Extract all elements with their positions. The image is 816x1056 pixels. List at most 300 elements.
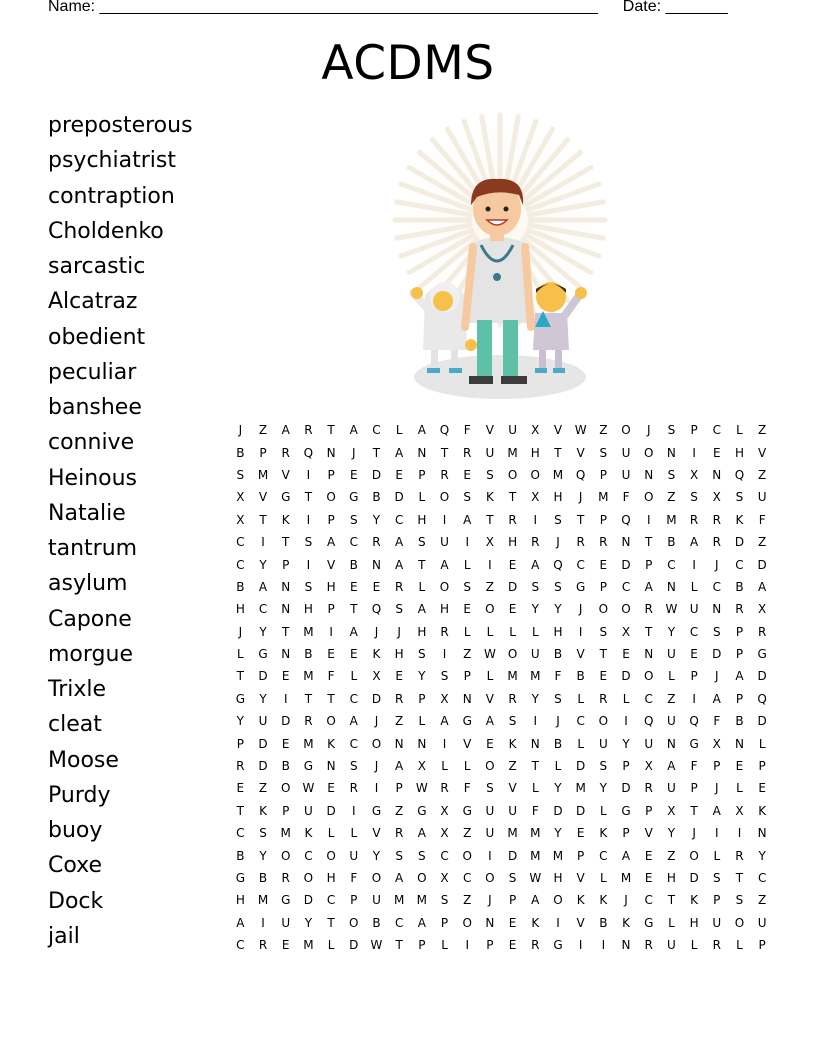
grid-letter: K <box>508 736 517 751</box>
grid-letter: S <box>735 490 744 505</box>
grid-letter: M <box>507 826 518 841</box>
grid-letter: C <box>712 579 721 594</box>
grid-letter: I <box>624 714 628 729</box>
grid-letter: V <box>576 445 585 460</box>
grid-letter: S <box>418 647 426 662</box>
grid-letter: N <box>712 467 722 482</box>
grid-letter: A <box>689 535 699 550</box>
grid-letter: T <box>486 512 494 527</box>
grid-letter: E <box>395 669 403 684</box>
grid-letter: P <box>622 759 630 774</box>
grid-letter: C <box>349 535 358 550</box>
grid-letter: E <box>622 647 630 662</box>
grid-letter: U <box>712 915 722 930</box>
grid-letter: B <box>236 848 245 863</box>
grid-letter: O <box>349 915 359 930</box>
grid-letter: J <box>624 893 628 908</box>
grid-letter: O <box>462 915 472 930</box>
grid-letter: Z <box>599 423 608 438</box>
grid-letter: C <box>757 871 767 885</box>
grid-letter: P <box>282 557 290 572</box>
grid-letter: Y <box>554 602 562 617</box>
grid-letter: X <box>712 736 721 751</box>
grid-letter: I <box>283 691 288 706</box>
grid-letter: O <box>462 848 472 863</box>
grid-letter: I <box>465 535 469 550</box>
grid-letter: O <box>371 736 382 751</box>
grid-letter: N <box>757 826 767 841</box>
grid-letter: L <box>668 915 675 930</box>
grid-letter: H <box>326 579 336 594</box>
grid-letter: T <box>282 624 290 639</box>
grid-letter: P <box>599 467 607 482</box>
grid-letter: I <box>306 467 311 482</box>
grid-letter: M <box>280 826 291 841</box>
grid-letter: Y <box>554 781 562 796</box>
grid-letter: I <box>352 803 356 818</box>
grid-letter: T <box>236 803 245 818</box>
grid-row <box>229 822 774 844</box>
grid-row <box>229 889 774 911</box>
grid-letter: V <box>258 490 268 505</box>
grid-letter: S <box>599 759 608 774</box>
grid-letter: T <box>304 490 313 505</box>
grid-letter: I <box>261 535 265 550</box>
grid-letter: D <box>734 535 745 550</box>
grid-letter: P <box>350 893 358 908</box>
grid-letter: C <box>621 579 631 594</box>
grid-letter: R <box>463 445 472 460</box>
grid-letter: B <box>349 557 358 572</box>
grid-letter: D <box>757 714 767 729</box>
grid-letter: B <box>372 490 381 505</box>
grid-letter: M <box>552 467 564 482</box>
grid-letter: E <box>508 938 517 953</box>
word-list-item: buoy <box>48 818 103 843</box>
grid-letter: I <box>488 848 492 863</box>
grid-letter: E <box>690 647 698 662</box>
grid-letter: P <box>418 938 426 953</box>
grid-letter: G <box>417 803 427 818</box>
grid-letter: K <box>622 915 630 930</box>
grid-letter: X <box>236 490 245 505</box>
grid-letter: T <box>327 423 335 438</box>
grid-letter: G <box>576 579 586 594</box>
grid-letter: T <box>599 647 608 662</box>
grid-letter: P <box>418 691 426 706</box>
grid-letter: G <box>371 803 382 818</box>
grid-letter: A <box>281 423 290 438</box>
grid-letter: M <box>530 669 541 684</box>
grid-letter: J <box>556 535 560 550</box>
grid-letter: X <box>485 535 495 550</box>
grid-letter: X <box>236 512 245 527</box>
grid-letter: I <box>488 557 492 572</box>
grid-letter: E <box>463 602 472 617</box>
grid-letter: E <box>758 781 766 796</box>
grid-letter: N <box>371 557 381 572</box>
grid-letter: T <box>395 938 403 953</box>
word-search-grid <box>229 419 774 956</box>
grid-letter: Y <box>531 602 539 617</box>
grid-letter: M <box>552 848 564 863</box>
grid-letter: Q <box>575 467 586 482</box>
grid-letter: Q <box>371 602 382 617</box>
word-list-item: Trixle <box>48 677 107 702</box>
header <box>48 0 728 16</box>
grid-letter: D <box>689 871 699 885</box>
grid-letter: R <box>394 579 404 594</box>
grid-letter: C <box>236 938 245 953</box>
grid-letter: N <box>394 736 404 751</box>
grid-letter: L <box>531 781 539 796</box>
grid-letter: S <box>690 490 698 505</box>
grid-letter: C <box>372 423 381 438</box>
grid-letter: E <box>463 467 472 482</box>
grid-letter: Z <box>395 803 404 818</box>
grid-letter: J <box>578 602 583 617</box>
grid-letter: T <box>735 871 744 885</box>
grid-letter: F <box>531 803 539 818</box>
word-list-item: psychiatrist <box>48 148 176 174</box>
grid-letter: C <box>599 848 608 863</box>
grid-row <box>229 755 774 777</box>
grid-letter: Q <box>303 445 314 460</box>
grid-letter: L <box>736 938 743 953</box>
grid-letter: U <box>667 938 676 953</box>
grid-letter: N <box>281 602 291 617</box>
grid-letter: V <box>576 871 585 885</box>
grid-letter: T <box>350 602 358 617</box>
word-list-item: Alcatraz <box>48 289 138 315</box>
grid-letter: U <box>757 915 767 930</box>
grid-letter: U <box>349 848 359 863</box>
grid-letter: B <box>372 915 381 930</box>
grid-letter: L <box>463 557 471 572</box>
grid-letter: D <box>349 938 359 953</box>
grid-letter: S <box>463 490 472 505</box>
grid-letter: R <box>735 602 744 617</box>
grid-letter: E <box>327 781 335 796</box>
grid-letter: R <box>440 624 449 639</box>
grid-letter: U <box>667 714 676 729</box>
grid-letter: B <box>599 915 608 930</box>
grid-letter: M <box>303 938 314 953</box>
grid-letter: D <box>553 803 563 818</box>
grid-letter: K <box>531 915 540 930</box>
grid-letter: R <box>508 512 517 527</box>
grid-letter: I <box>374 781 379 796</box>
grid-letter: Y <box>531 691 539 706</box>
grid-letter: L <box>713 848 721 863</box>
grid-letter: M <box>303 624 314 639</box>
grid-letter: R <box>531 535 540 550</box>
grid-letter: V <box>553 423 563 438</box>
grid-letter: J <box>578 490 583 505</box>
grid-letter: Z <box>463 826 472 841</box>
grid-letter: O <box>643 490 654 505</box>
grid-letter: O <box>326 848 336 863</box>
grid-letter: P <box>690 781 698 796</box>
grid-letter: U <box>372 893 381 908</box>
grid-letter: H <box>417 624 427 639</box>
grid-letter: U <box>598 736 608 751</box>
grid-letter: R <box>394 826 404 841</box>
grid-letter: R <box>304 714 313 729</box>
grid-letter: G <box>689 736 699 751</box>
word-list-item: Coxe <box>48 853 103 879</box>
grid-letter: P <box>282 803 290 818</box>
grid-letter: T <box>667 893 676 908</box>
grid-letter: G <box>235 691 245 706</box>
grid-letter: F <box>554 669 562 684</box>
grid-letter: V <box>576 915 585 930</box>
grid-letter: U <box>757 490 767 505</box>
grid-letter: C <box>349 691 358 706</box>
grid-letter: R <box>712 535 721 550</box>
grid-letter: D <box>507 579 518 594</box>
grid-letter: S <box>554 579 562 594</box>
grid-letter: R <box>735 848 744 863</box>
grid-letter: C <box>304 848 313 863</box>
grid-letter: C <box>349 736 358 751</box>
grid-letter: N <box>485 915 495 930</box>
grid-letter: D <box>621 669 631 684</box>
grid-letter: H <box>235 602 245 617</box>
grid-letter: X <box>440 871 449 885</box>
grid-letter: A <box>667 759 676 774</box>
grid-letter: I <box>533 714 538 729</box>
grid-letter: U <box>689 602 699 617</box>
grid-letter: T <box>304 691 313 706</box>
grid-letter: U <box>485 803 495 818</box>
grid-letter: E <box>735 759 744 774</box>
grid-letter: A <box>531 557 540 572</box>
grid-letter: L <box>237 647 244 662</box>
grid-letter: Y <box>372 512 381 527</box>
grid-letter: Z <box>758 535 767 550</box>
grid-letter: P <box>259 445 267 460</box>
grid-letter: I <box>442 736 447 751</box>
grid-letter: B <box>735 714 744 729</box>
grid-letter: Y <box>667 624 676 639</box>
grid-letter: J <box>715 781 719 796</box>
grid-letter: C <box>576 557 585 572</box>
grid-letter: L <box>441 938 448 953</box>
grid-letter: E <box>599 557 608 572</box>
grid-letter: Y <box>418 669 426 684</box>
grid-letter: M <box>620 871 632 885</box>
grid-letter: N <box>281 647 291 662</box>
grid-letter: Y <box>372 848 381 863</box>
grid-letter: Y <box>758 848 766 863</box>
grid-letter: O <box>439 490 450 505</box>
grid-letter: N <box>666 736 676 751</box>
grid-letter: Q <box>643 714 654 729</box>
grid-letter: A <box>417 602 426 617</box>
grid-letter: Z <box>758 893 767 908</box>
grid-letter: C <box>689 624 699 639</box>
grid-letter: D <box>371 467 382 482</box>
grid-letter: A <box>395 557 404 572</box>
grid-letter: K <box>599 893 608 908</box>
grid-letter: C <box>394 915 404 930</box>
grid-letter: A <box>417 826 426 841</box>
grid-letter: D <box>576 759 586 774</box>
grid-letter: E <box>508 915 517 930</box>
grid-letter: B <box>667 535 676 550</box>
grid-row <box>229 441 774 463</box>
grid-letter: T <box>440 445 449 460</box>
grid-letter: R <box>304 423 313 438</box>
grid-letter: F <box>350 871 358 885</box>
grid-letter: N <box>417 445 427 460</box>
grid-letter: J <box>374 714 379 729</box>
grid-letter: E <box>576 826 585 841</box>
grid-letter: A <box>463 512 472 527</box>
grid-letter: D <box>258 669 268 684</box>
grid-letter: L <box>736 423 743 438</box>
grid-letter: M <box>303 736 314 751</box>
grid-row <box>229 486 774 508</box>
grid-letter: Q <box>553 557 563 572</box>
grid-row <box>229 777 774 799</box>
grid-letter: T <box>259 512 267 527</box>
grid-letter: C <box>576 714 585 729</box>
grid-letter: A <box>395 445 404 460</box>
grid-letter: T <box>645 535 653 550</box>
grid-letter: E <box>281 669 290 684</box>
grid-letter: G <box>553 938 563 953</box>
grid-letter: K <box>735 512 744 527</box>
grid-letter: U <box>667 647 676 662</box>
grid-letter: D <box>712 647 722 662</box>
grid-letter: A <box>440 557 449 572</box>
grid-letter: L <box>418 714 426 729</box>
grid-letter: A <box>621 848 631 863</box>
grid-letter: P <box>713 893 721 908</box>
grid-letter: R <box>349 781 358 796</box>
grid-letter: J <box>715 669 719 684</box>
grid-letter: Y <box>259 848 267 863</box>
grid-letter: M <box>257 893 269 908</box>
grid-letter: D <box>258 759 268 774</box>
grid-letter: L <box>486 624 494 639</box>
grid-letter: I <box>692 445 696 460</box>
grid-letter: W <box>574 423 587 438</box>
grid-letter: L <box>668 669 675 684</box>
grid-letter: M <box>303 669 314 684</box>
grid-letter: C <box>394 512 404 527</box>
grid-letter: I <box>306 512 311 527</box>
grid-letter: B <box>304 647 313 662</box>
word-list-item: asylum <box>48 571 128 597</box>
grid-letter: I <box>692 691 696 706</box>
grid-letter: P <box>577 848 585 863</box>
grid-letter: T <box>282 535 290 550</box>
grid-letter: S <box>236 467 245 482</box>
grid-letter: M <box>666 512 677 527</box>
grid-letter: W <box>529 871 542 885</box>
grid-letter: X <box>440 691 449 706</box>
grid-letter: Z <box>258 423 268 438</box>
grid-letter: W <box>415 781 428 796</box>
grid-letter: S <box>508 871 517 885</box>
word-list <box>48 110 193 956</box>
grid-letter: A <box>395 759 404 774</box>
grid-row <box>229 553 774 575</box>
grid-letter: X <box>735 803 744 818</box>
grid-letter: P <box>327 602 335 617</box>
grid-letter: R <box>508 691 517 706</box>
grid-letter: U <box>508 803 517 818</box>
grid-letter: H <box>326 871 336 885</box>
grid-letter: A <box>417 423 426 438</box>
grid-letter: M <box>507 445 518 460</box>
grid-letter: N <box>530 736 540 751</box>
word-list-item: peculiar <box>48 359 137 385</box>
grid-letter: S <box>463 579 472 594</box>
word-list-item: sarcastic <box>48 254 146 279</box>
grid-letter: Z <box>758 423 767 438</box>
grid-letter: H <box>689 915 699 930</box>
grid-letter: A <box>326 535 336 550</box>
grid-letter: S <box>531 579 540 594</box>
grid-letter: H <box>553 871 563 885</box>
grid-letter: M <box>530 848 541 863</box>
grid-letter: Z <box>758 467 767 482</box>
grid-letter: L <box>736 781 743 796</box>
grid-letter: V <box>508 781 517 796</box>
grid-row <box>229 643 774 665</box>
grid-letter: U <box>530 647 540 662</box>
grid-letter: Z <box>667 848 676 863</box>
grid-letter: L <box>327 826 335 841</box>
grid-letter: O <box>371 871 382 885</box>
grid-letter: C <box>440 848 449 863</box>
grid-letter: L <box>622 691 630 706</box>
grid-letter: D <box>326 803 336 818</box>
grid-letter: R <box>689 512 699 527</box>
grid-letter: O <box>643 445 654 460</box>
grid-letter: A <box>735 669 744 684</box>
grid-letter: K <box>690 893 699 908</box>
grid-letter: I <box>465 938 469 953</box>
grid-letter: G <box>757 647 767 662</box>
grid-letter: D <box>621 781 631 796</box>
grid-letter: S <box>735 893 744 908</box>
grid-letter: B <box>735 579 744 594</box>
grid-letter: J <box>715 557 719 572</box>
grid-letter: P <box>236 736 244 751</box>
grid-letter: O <box>439 579 450 594</box>
word-list-item: Choldenko <box>48 218 164 244</box>
grid-letter: E <box>281 736 290 751</box>
grid-letter: Z <box>395 714 404 729</box>
grid-letter: M <box>257 467 269 482</box>
grid-letter: P <box>395 781 403 796</box>
grid-row <box>229 419 774 441</box>
grid-letter: X <box>689 467 699 482</box>
grid-letter: B <box>236 579 245 594</box>
grid-letter: U <box>644 736 654 751</box>
grid-letter: H <box>553 490 563 505</box>
grid-letter: P <box>508 893 517 908</box>
grid-letter: L <box>395 423 403 438</box>
word-list-item: obedient <box>48 324 146 350</box>
grid-letter: T <box>418 557 426 572</box>
grid-letter: L <box>327 938 335 953</box>
